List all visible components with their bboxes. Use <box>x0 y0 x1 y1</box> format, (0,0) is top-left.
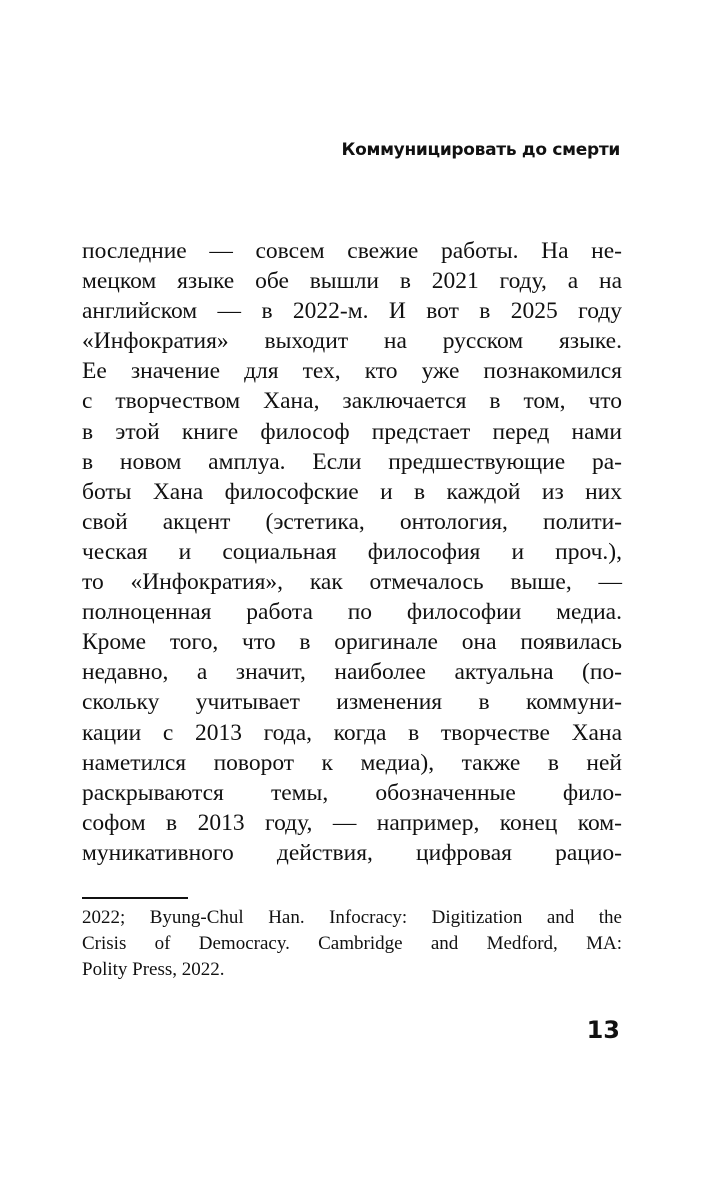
text-line: с творчеством Хана, заключается в том, что <box>82 388 622 415</box>
text-line: ческая и социальная философия и проч.), <box>82 538 622 565</box>
text-line: боты Хана философские и в каждой из них <box>82 478 622 505</box>
footnote-line: Crisis of Democracy. Cambridge and Medford, MA: <box>82 933 622 954</box>
page-number: 13 <box>586 1016 620 1044</box>
text-line: Кроме того, что в оригинале она появилась <box>82 629 622 656</box>
text-line: мецком языке обе вышли в 2021 году, а на <box>82 268 622 295</box>
text-line: Ее значение для тех, кто уже познакомился <box>82 358 622 385</box>
text-line: последние — совсем свежие работы. На не- <box>82 238 622 264</box>
text-line: муникативного действия, цифровая рацио- <box>82 839 622 866</box>
text-line: полноценная работа по философии медиа. <box>82 599 622 626</box>
text-line: английском — в 2022-м. И вот в 2025 году <box>82 298 622 325</box>
text-line: недавно, а значит, наиболее актуальна (по- <box>82 659 622 686</box>
text-line: наметился поворот к медиа), также в ней <box>82 749 622 776</box>
text-line: софом в 2013 году, — например, конец ком- <box>82 809 622 836</box>
footnote-line: 2022; Byung-Chul Han. Infocracy: Digitization and the <box>82 907 622 928</box>
text-line: «Инфократия» выходит на русском языке. <box>82 328 622 355</box>
text-line: раскрываются темы, обозначенные фило- <box>82 779 622 806</box>
main-text <box>82 236 622 868</box>
text-line: в этой книге философ предстает перед нами <box>82 418 622 445</box>
running-header: Коммуницировать до смерти <box>341 140 620 160</box>
text-line: кации с 2013 года, когда в творчестве Хана <box>82 719 622 746</box>
text-line: то «Инфократия», как отмечалось выше, — <box>82 569 622 596</box>
footnote <box>82 905 622 983</box>
text-line: скольку учитывает изменения в коммуни- <box>82 689 622 716</box>
footnote-line: Polity Press, 2022. <box>82 959 225 980</box>
footnote-divider <box>82 897 188 899</box>
text-line: в новом амплуа. Если предшествующие ра- <box>82 448 622 475</box>
text-line: свой акцент (эстетика, онтология, полити- <box>82 508 622 535</box>
